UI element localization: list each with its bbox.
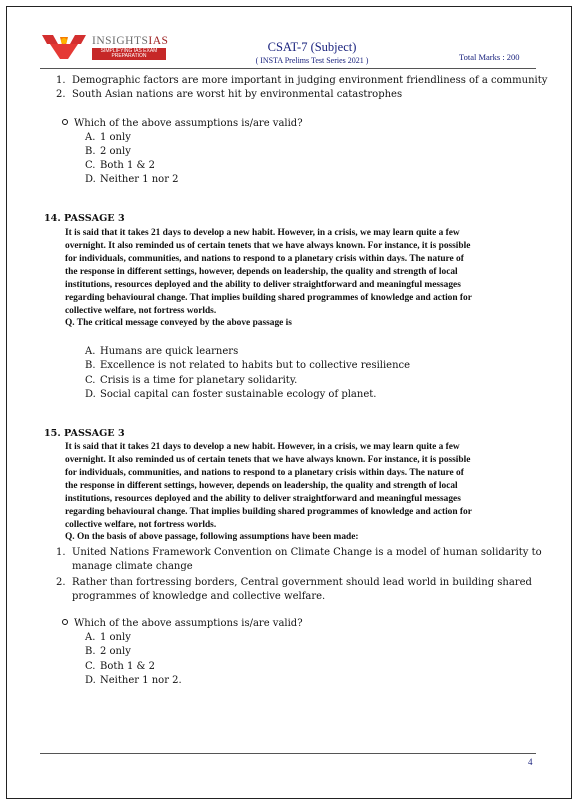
option-d: D. Neither 1 nor 2. [85, 675, 182, 686]
question-15-heading: 15. PASSAGE 3 [44, 428, 125, 439]
logo-tagline: SIMPLIFYING IAS EXAM PREPARATION [92, 48, 166, 60]
statement-item: 2. South Asian nations are worst hit by environmental catastrophes [56, 89, 403, 100]
question-14-passage: It is said that it takes 21 days to develop a new habit. However, in a crisis, we may learn quite a few overnight. It also reminded us of certain tenets that we have always known. For instance, it is possible for individuals, communities, and nations to respond to a planetary crisis within days. The nature of the response in different settings, however, depends on leadership, the quality and strength of local institutions, resources deployed and the ability to deliver straightforward and meaningful messages regarding behavioural change. That implies building shared programmes of knowledge and action for collective welfare, not fortress worlds. [65, 228, 472, 316]
option-d: D. Social capital can foster sustainable ecology of planet. [85, 389, 377, 400]
logo-wordmark: INSIGHTSIAS [92, 35, 169, 47]
option-b: B. 2 only [85, 146, 131, 157]
header-divider [40, 68, 536, 69]
statement-item: 2. Rather than fortressing borders, Central government should lead world in building shared programmes of knowledge and collective welfare. [56, 577, 532, 602]
question-14-heading: 14. PASSAGE 3 [44, 213, 125, 224]
option-a: A. 1 only [85, 132, 131, 143]
option-c: C. Crisis is a time for planetary solidarity. [85, 375, 298, 386]
circle-bullet-icon [62, 119, 68, 125]
footer-divider [40, 753, 536, 754]
option-c: C. Both 1 & 2 [85, 160, 155, 171]
option-b: B. 2 only [85, 646, 131, 657]
option-c: C. Both 1 & 2 [85, 661, 155, 672]
sub-question: Which of the above assumptions is/are valid? [62, 117, 303, 131]
option-a: A. Humans are quick learners [85, 346, 239, 357]
page-number: 4 [528, 757, 533, 767]
statement-item: 1. Demographic factors are more important in judging environment friendliness of a community [56, 75, 548, 86]
question-15-prompt: Q. On the basis of above passage, following assumptions have been made: [65, 532, 359, 542]
option-a: A. 1 only [85, 632, 131, 643]
option-b: B. Excellence is not related to habits but to collective resilience [85, 360, 411, 371]
question-15-passage: It is said that it takes 21 days to develop a new habit. However, in a crisis, we may learn quite a few overnight. It also reminded us of certain tenets that we have always known. For instance, it is possible for individuals, communities, and nations to respond to a planetary crisis within days. The nature of the response in different settings, however, depends on leadership, the quality and strength of local institutions, resources deployed and the ability to deliver straightforward and meaningful messages regarding behavioural change. That implies building shared programmes of knowledge and action for collective welfare, not fortress worlds. [65, 442, 472, 530]
insightsias-logo [40, 33, 175, 61]
option-d: D. Neither 1 nor 2 [85, 174, 179, 185]
circle-bullet-icon [62, 619, 68, 625]
sub-question: Which of the above assumptions is/are valid? [62, 617, 303, 631]
document-subtitle: ( INSTA Prelims Test Series 2021 ) [255, 56, 369, 65]
total-marks: Total Marks : 200 [459, 52, 520, 62]
statement-item: 1. United Nations Framework Convention on Climate Change is a model of human solidarity to manage climate change [56, 547, 542, 572]
document-title: CSAT-7 (Subject) [267, 40, 357, 54]
torch-logo-icon [40, 33, 88, 61]
question-14-prompt: Q. The critical message conveyed by the above passage is [65, 318, 292, 328]
